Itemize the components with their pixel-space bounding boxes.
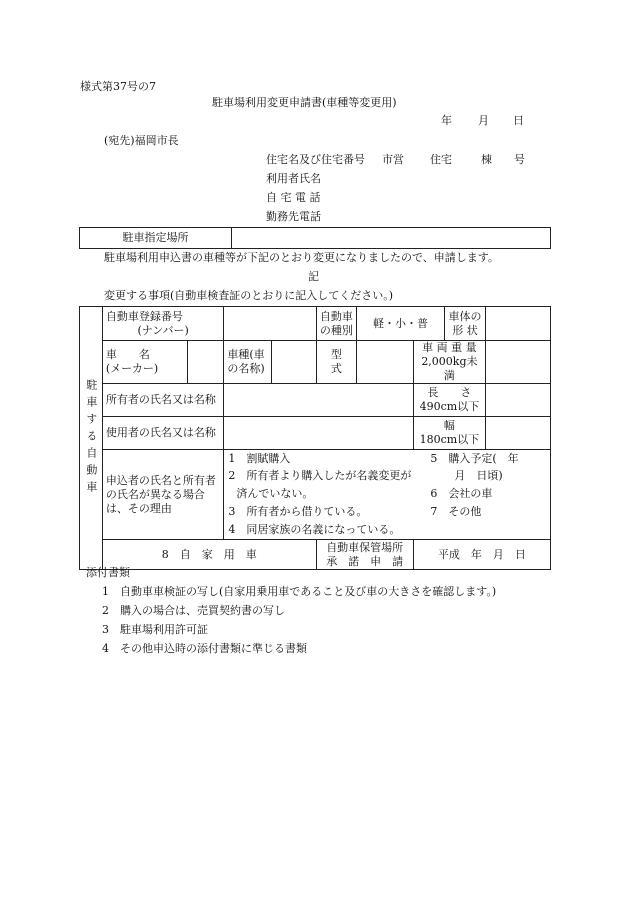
vehicle-side-text: 駐車する自動車: [84, 378, 98, 498]
parking-place-table: [79, 227, 551, 249]
request-text: 駐車場利用申込書の車種等が下記のとおり変更になりましたので、申請します。: [104, 251, 499, 264]
form-number: 様式第37号の7: [80, 80, 156, 93]
owner-field[interactable]: [224, 384, 413, 417]
weight-label: 車 両 重 量 2,000kg未満: [413, 341, 486, 384]
address-room: 号: [514, 153, 525, 166]
reason-6[interactable]: 6 会社の車: [430, 486, 493, 500]
reason-2b: 済んでいない。: [236, 486, 314, 500]
width-field[interactable]: [486, 417, 551, 450]
make-field[interactable]: [187, 341, 224, 384]
vehicle-table: [79, 306, 551, 570]
model-label: 車種(車 の名称): [224, 341, 272, 384]
attachment-item-2: 2 購入の場合は、売買契約書の写し: [102, 604, 285, 617]
vehicle-type-options[interactable]: 軽・小・普: [357, 307, 445, 341]
garage-date[interactable]: 平成 年 月 日: [413, 540, 550, 570]
addressee: (宛先)福岡市長: [104, 134, 179, 147]
reason-5a[interactable]: 5 購入予定( 年: [430, 451, 519, 465]
length-field[interactable]: [486, 384, 551, 417]
home-phone-label: 自 宅 電 話: [266, 191, 321, 204]
attachments-heading: 添付書類: [86, 566, 130, 579]
vehicle-side-label: [80, 307, 103, 570]
user-name-label: 利用者氏名: [266, 172, 321, 185]
address-jutaku: 住宅: [430, 153, 452, 166]
change-items-text: 変更する事項(自動車検査証のとおりに記入してください。): [104, 289, 394, 302]
user-label: 使用者の氏名又は名称: [102, 417, 224, 450]
reg-no-field[interactable]: [224, 307, 316, 341]
weight-field[interactable]: [486, 341, 551, 384]
reg-no-label: 自動車登録番号 (ナンバー): [102, 307, 224, 341]
reason-2a[interactable]: 2 所有者より購入したが名義変更が: [228, 468, 412, 482]
model-field[interactable]: [272, 341, 316, 384]
date-month: 月: [478, 114, 489, 127]
attachment-item-4: 4 その他申込時の添付書類に準じる書類: [102, 642, 307, 655]
body-shape-field[interactable]: [486, 307, 551, 341]
address-building: 棟: [481, 153, 492, 166]
date-day: 日: [513, 114, 524, 127]
form-title: 駐車場利用変更申請書(車種等変更用): [212, 96, 397, 109]
attachment-item-3: 3 駐車場利用許可証: [102, 623, 208, 636]
attachment-item-1: 1 自動車車検証の写し(自家用乗用車であること及び車の大きさを確認します。): [102, 585, 497, 598]
katashiki-label: 型 式: [316, 341, 356, 384]
garage-cert-label: 自動車保管場所 承 諾 申 請: [316, 540, 413, 570]
vehicle-type-label: 自動車 の種別: [316, 307, 356, 341]
owner-label: 所有者の氏名又は名称: [102, 384, 224, 417]
make-label: 車 名 (メーカー): [102, 341, 187, 384]
work-phone-label: 勤務先電話: [266, 210, 321, 223]
reason-4[interactable]: 4 同居家族の名義になっている。: [228, 522, 401, 536]
reason-3[interactable]: 3 所有者から借りている。: [228, 504, 368, 518]
body-shape-label: 車体の 形 状: [444, 307, 485, 341]
date-year: 年: [441, 114, 452, 127]
parking-place-label: 駐車指定場所: [80, 228, 232, 249]
address-label: 住宅名及び住宅番号: [266, 153, 365, 166]
parking-place-field[interactable]: [232, 228, 551, 249]
width-label: 幅 180cm以下: [413, 417, 486, 450]
reason-5b: 月 日頃): [454, 468, 503, 482]
reason-label: 申込者の氏名と所有者 の氏名が異なる場合 は、その理由: [102, 450, 224, 540]
katashiki-field[interactable]: [357, 341, 414, 384]
ki-mark: 記: [308, 270, 319, 283]
garage-item: 8 自 家 用 車: [102, 540, 316, 570]
reason-1[interactable]: 1 割賦購入: [228, 451, 291, 465]
length-label: 長 さ 490cm以下: [413, 384, 486, 417]
reason-7[interactable]: 7 その他: [430, 504, 482, 518]
user-field[interactable]: [224, 417, 413, 450]
reason-options[interactable]: [224, 450, 551, 540]
address-city: 市営: [382, 153, 404, 166]
